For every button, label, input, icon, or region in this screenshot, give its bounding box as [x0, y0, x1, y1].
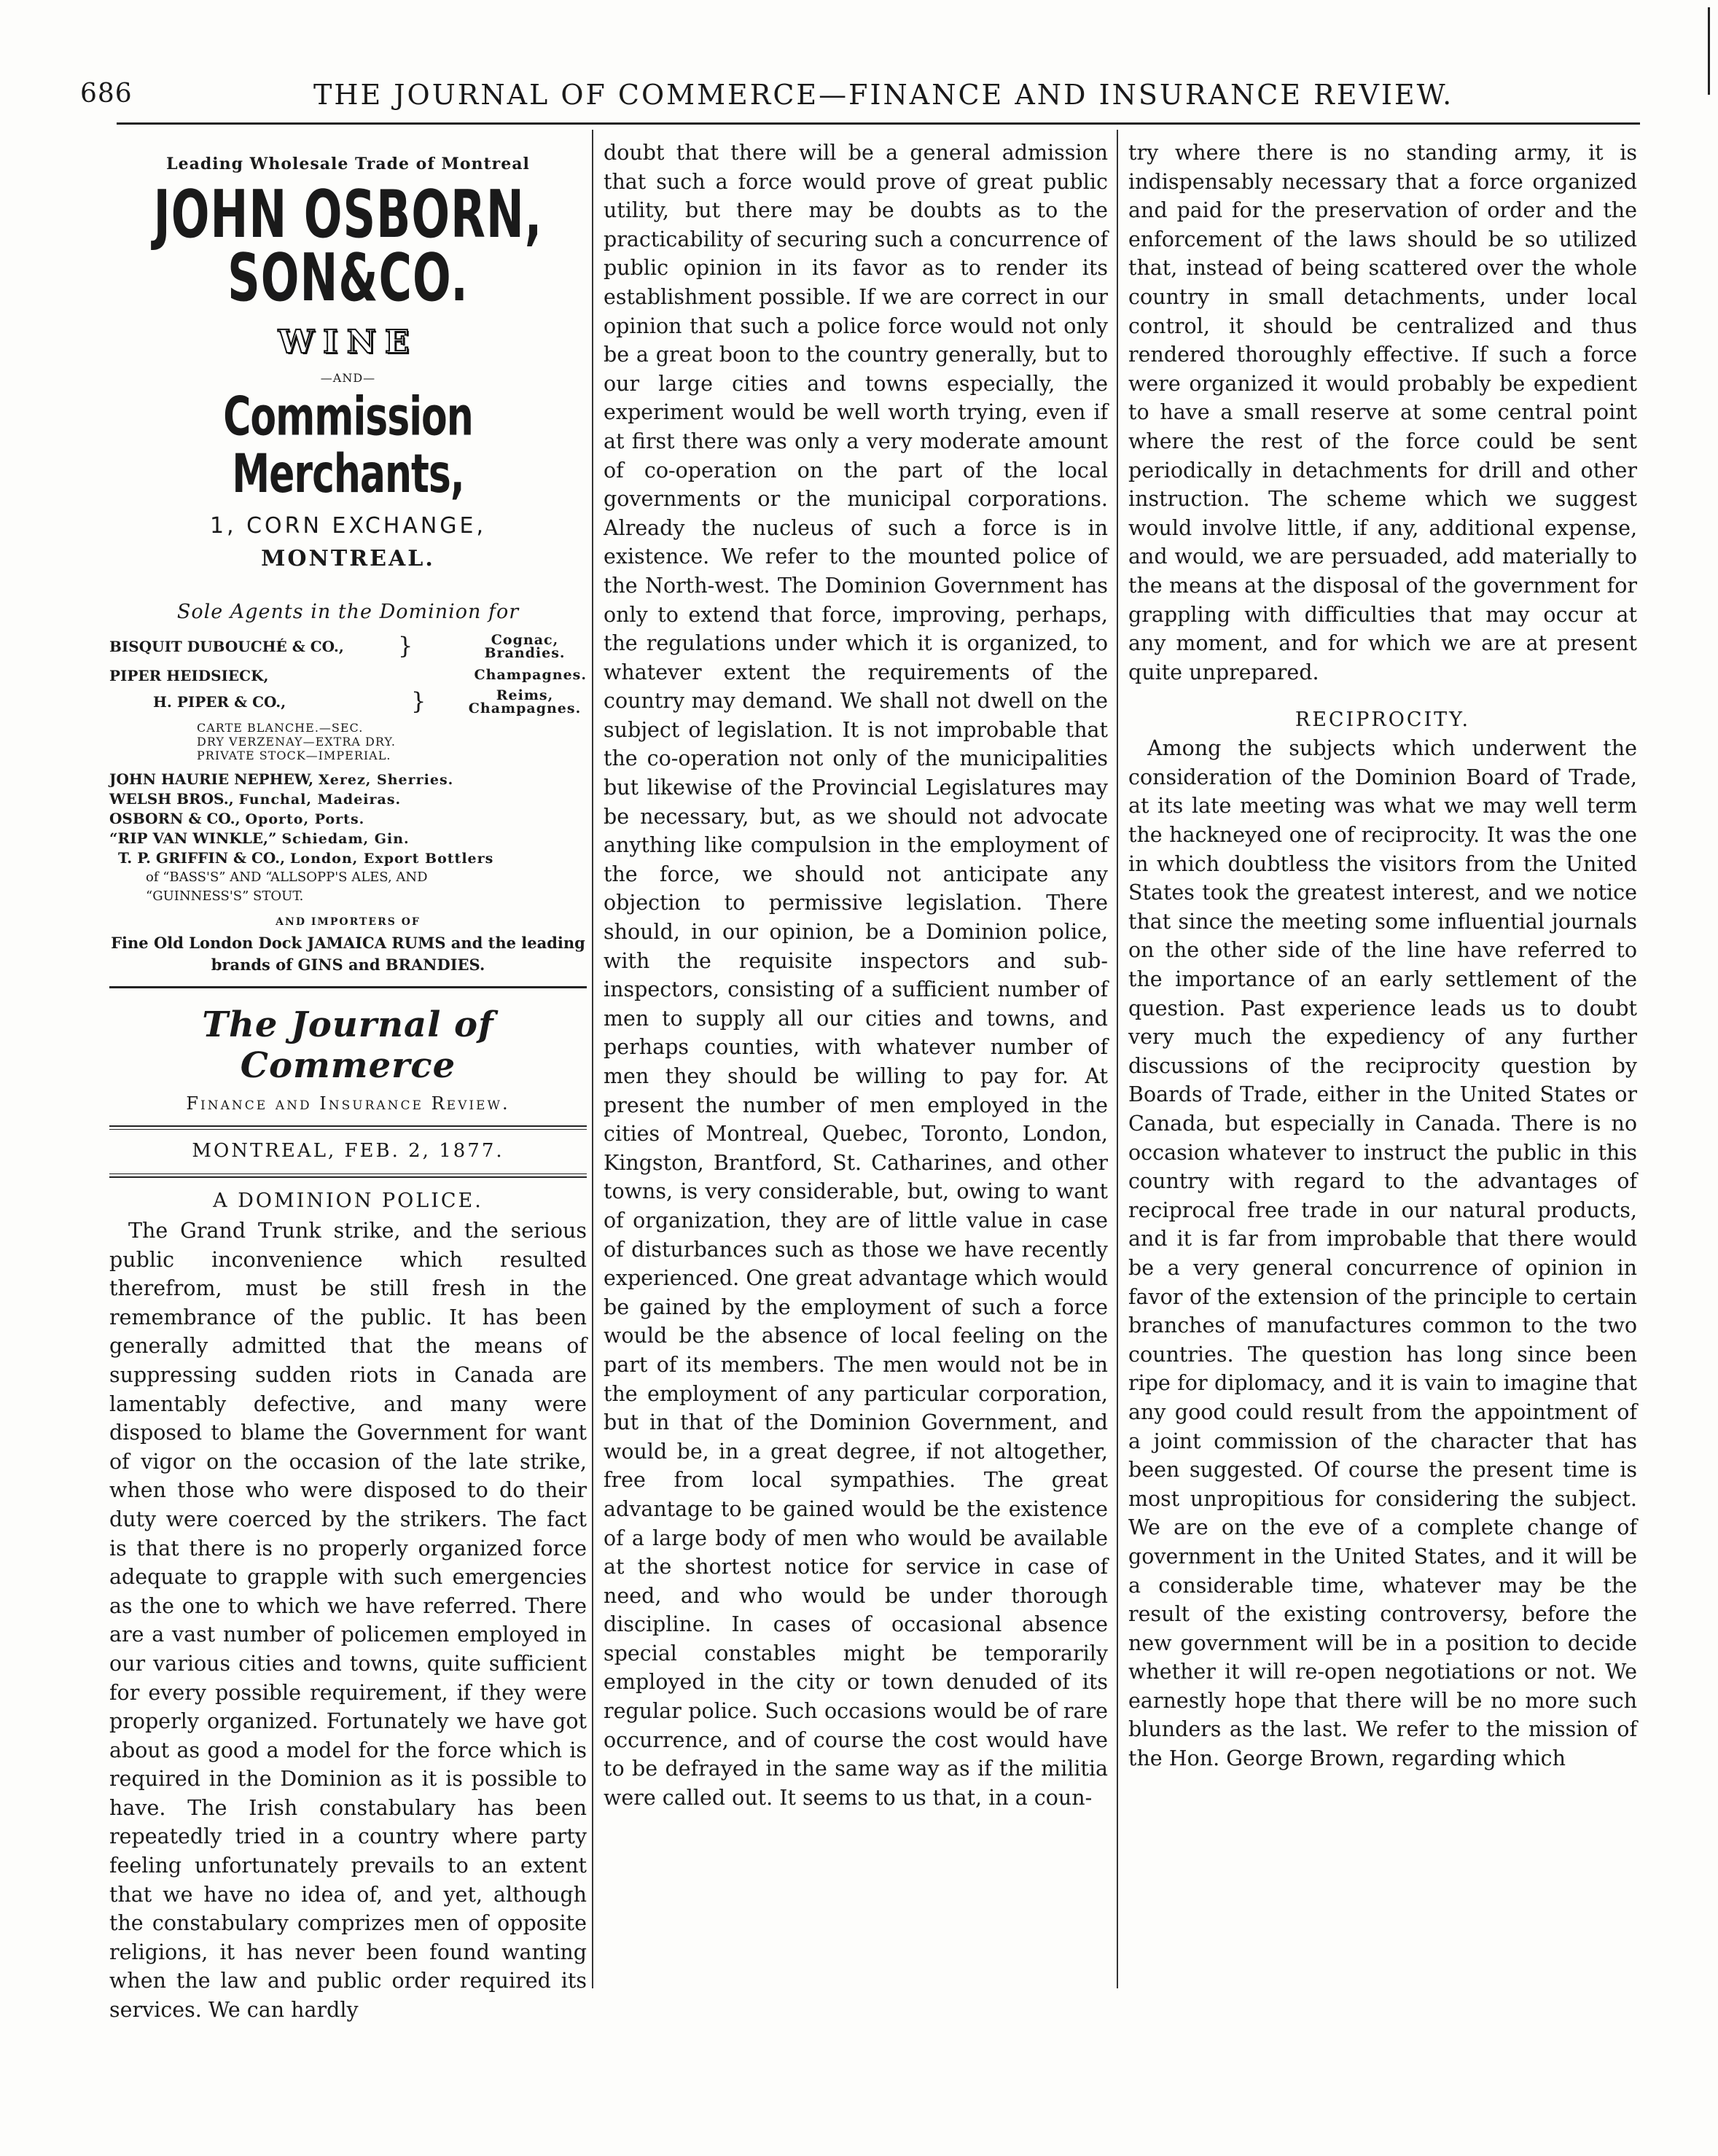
ad-wine-heading: WINE: [278, 324, 418, 361]
running-header: [80, 79, 1633, 122]
ad-merchants-heading: Commission Merchants,: [223, 386, 473, 506]
agent-product: Champagnes.: [474, 667, 587, 683]
ad-banner: Leading Wholesale Trade of Montreal: [166, 155, 530, 173]
agent-row: [109, 663, 587, 689]
ad-agents-heading: Sole Agents in the Dominion for: [176, 601, 520, 623]
import-product: London, Export Bottlers: [290, 851, 494, 867]
masthead-subtitle: Finance and Insurance Review.: [186, 1093, 510, 1114]
article-headline: RECIPROCITY.: [1295, 708, 1471, 732]
grade-line: PRIVATE STOCK—IMPERIAL.: [197, 749, 391, 762]
import-line: [109, 770, 587, 789]
import-cont: of “BASS'S” AND “ALLSOPP'S ALES, AND: [146, 870, 428, 885]
import-name: “RIP VAN WINKLE,”: [109, 829, 277, 847]
import-product: Xerez, Sherries.: [319, 772, 454, 788]
column-1: [109, 138, 587, 2023]
import-name: JOHN HAURIE NEPHEW,: [109, 770, 314, 788]
import-name: OSBORN & CO.,: [109, 810, 241, 827]
masthead-title: The Journal of Commerce: [202, 1004, 494, 1086]
article-body: try where there is no standing army, it is indispensably necessary that a force organized and paid for the preservation of order and the enforcement of the laws should be so utilized that, instead of being scattered over the whole country in small detachments, under local control, it should be centralized and thus rendered thoroughly effective. If such a force were organized it would probably be expedient to have a small reserve at some central point where the rest of the force could be sent periodically in detachments for drill and other instruction. The scheme which we suggest would involve little, if any, additional expense, and would, we are persuaded, add materially to the means at the disposal of the government for grappling with difficulties that may occur at any moment, and for which we are at present quite unprepared.: [1128, 141, 1637, 684]
ad-address: 1, CORN EXCHANGE,: [209, 513, 487, 539]
brace-glyph: }: [398, 632, 413, 660]
ad-and: —AND—: [320, 371, 376, 385]
import-name: WELSH BROS.,: [109, 790, 234, 808]
import-line: [109, 789, 587, 809]
double-rule: [109, 1173, 587, 1178]
ad-bottom-rule: [109, 986, 587, 988]
ad-firm-name: JOHN OSBORN, SON&CO.: [153, 175, 543, 316]
column-3: [1128, 138, 1637, 1990]
ad-rums: Fine Old London Dock JAMAICA RUMS and the leading brands of GINS and BRANDIES.: [111, 934, 585, 974]
agent-name: BISQUIT DUBOUCHÉ & CO.,: [109, 638, 344, 655]
header-rule: [117, 122, 1640, 125]
import-product: Oporto, Ports.: [245, 811, 365, 827]
import-product: Schiedam, Gin.: [281, 831, 410, 847]
piper-grades: [197, 721, 587, 762]
article-headline: A DOMINION POLICE.: [213, 1190, 483, 1212]
brace-glyph: }: [411, 687, 426, 715]
double-rule: [109, 1125, 587, 1130]
imports-list: [109, 770, 587, 906]
import-line: [109, 809, 587, 829]
column-divider: [1117, 130, 1118, 1988]
column-divider: [592, 130, 593, 1988]
agent-name: H. PIPER & CO.,: [153, 693, 286, 711]
agent-row: [109, 689, 587, 718]
import-line: [109, 848, 587, 868]
running-title: THE JOURNAL OF COMMERCE—FINANCE AND INSURANCE REVIEW.: [313, 79, 1454, 111]
article-body: doubt that there will be a general admission that such a force would prove of great public utility, but there may be doubts as to the practicability of securing such a concurrence of public opinion in its favor as to render its establishment possible. If we are correct in our opinion that such a police force would not only be a great boon to the country generally, but to our large cities and towns especially, the experiment would be well worth trying, even if at first there was only a very moderate amount of co-operation on the part of the local governments or the municipal corporations. Already the nucleus of such a force is in existence. We refer to the mounted police of the North-west. The Dominion Government has only to extend that force, improving, perhaps, the regulations under which it is organized, to whatever extent the requirements of the country may demand. We shall not dwell on the subject of legislation. It is not improbable that the co-operation not only of the municipalities but likewise of the Provincial Legislatures may be necessary, but, as we should not advocate anything like compulsion in the employment of the force, we should not anticipate any objection to permissive legislation. There should, in our opinion, be a Dominion police, with the requisite inspectors and sub-inspectors, consisting of a sufficient number of men to supply all our cities and towns, and perhaps counties, with whatever number of men they should be willing to pay for. At present the number of men employed in the cities of Montreal, Quebec, Toronto, London, Kingston, Brantford, St. Catharines, and other towns, is very considerable, but, owing to want of organization, they are of little value in case of disturbances such as those we have recently experienced. One great advantage which would be gained by the employment of such a force would be the absence of local feeling on the part of its members. The men would not be in the employment of any particular corporation, but in that of the Dominion Government, and would be, in a great degree, if not altogether, free from local sympathies. The great advantage to be gained would be the existence of a large body of men who would be available at the shortest notice for service in case of need, and who would be under thorough discipline. In cases of occasional absence special constables might be temporarily employed in the city or town denuded of its regular police. Such occasions would be of rare occurrence, and of course the cost would have to be defrayed in the same way as if the militia were called out. It seems to us that, in a coun-: [604, 141, 1108, 1810]
article-body: Among the subjects which underwent the consideration of the Dominion Board of Trade, at its late meeting was what we may well term the hackneyed one of reciprocity. It was the one in which doubtless the visitors from the United States took the greatest interest, and we notice that since the meeting some influential journals on the other side of the line have referred to the importance of an early settlement of the question. Past experience leads us to doubt very much the expediency of any further discussions of the reciprocity question by Boards of Trade, either in the United States or Canada, but especially in Canada. There is no occasion whatever to instruct the public in this country with regard to the advantages of reciprocal free trade in our natural products, and it is far from improbable that there would be a very general concurrence of opinion in favor of the extension of the principle to certain branches of manufactures common to the two countries. The question has long since been ripe for diplomacy, and it is vain to imagine that any good could result from the appointment of a joint commission of the character that has been suggested. Of course the present time is most unpropitious for considering the subject. We are on the eve of a complete change of government in the United States, and it will be a considerable time, whatever may be the result of the existing controversy, before the new government will be in a position to decide whether it will re-open negotiations or not. We earnestly hope that there will be no more such blunders as the last. We refer to the mission of the Hon. George Brown, regarding which: [1128, 736, 1637, 1771]
dateline: MONTREAL, FEB. 2, 1877.: [192, 1140, 504, 1162]
agent-name: PIPER HEIDSIECK,: [109, 667, 269, 684]
grade-line: CARTE BLANCHE.—SEC.: [197, 721, 364, 735]
agent-product: Cognac, Brandies.: [484, 632, 566, 661]
article-body: The Grand Trunk strike, and the serious public inconvenience which resulted therefrom, must be still fresh in the remembrance of the public. It has been generally admitted that the means of suppressing sudden riots in Canada are lamentably defective, and many were disposed to blame the Government for want of vigor on the occasion of the late strike, when those who were disposed to do their duty were coerced by the strikers. The fact is that there is no properly organized force adequate to grapple with such emergencies as the one to which we have referred. There are a vast number of policemen employed in our various cities and towns, quite sufficient for every possible requirement, if they were properly organized. Fortunately we have got about as good a model for the force which is required in the Dominion as it is possible to have. The Irish constabulary has been repeatedly tried in a country where party feeling unfortunately prevails to an extent that we have no idea of, and yet, although the constabulary comprizes men of opposite religions, it has never been found wanting when the law and public order required its services. We can hardly: [109, 1219, 587, 2023]
import-cont: “GUINNESS'S” STOUT.: [146, 888, 304, 904]
masthead: [109, 1004, 587, 1114]
agents-list: [109, 633, 587, 762]
ad-city: MONTREAL.: [261, 546, 435, 571]
grade-line: DRY VERZENAY—EXTRA DRY.: [197, 735, 396, 749]
column-2: [604, 138, 1108, 1990]
ad-also: AND IMPORTERS OF: [276, 916, 421, 928]
agent-row: [109, 633, 587, 663]
import-line: [109, 829, 587, 848]
import-name: T. P. GRIFFIN & CO.,: [118, 849, 286, 867]
wine-merchant-advertisement: [109, 155, 587, 988]
page-number: 686: [80, 79, 133, 109]
import-product: Funchal, Madeiras.: [238, 792, 402, 808]
agent-product: Reims, Champagnes.: [468, 687, 582, 716]
page-edge-rule: [1708, 7, 1710, 95]
